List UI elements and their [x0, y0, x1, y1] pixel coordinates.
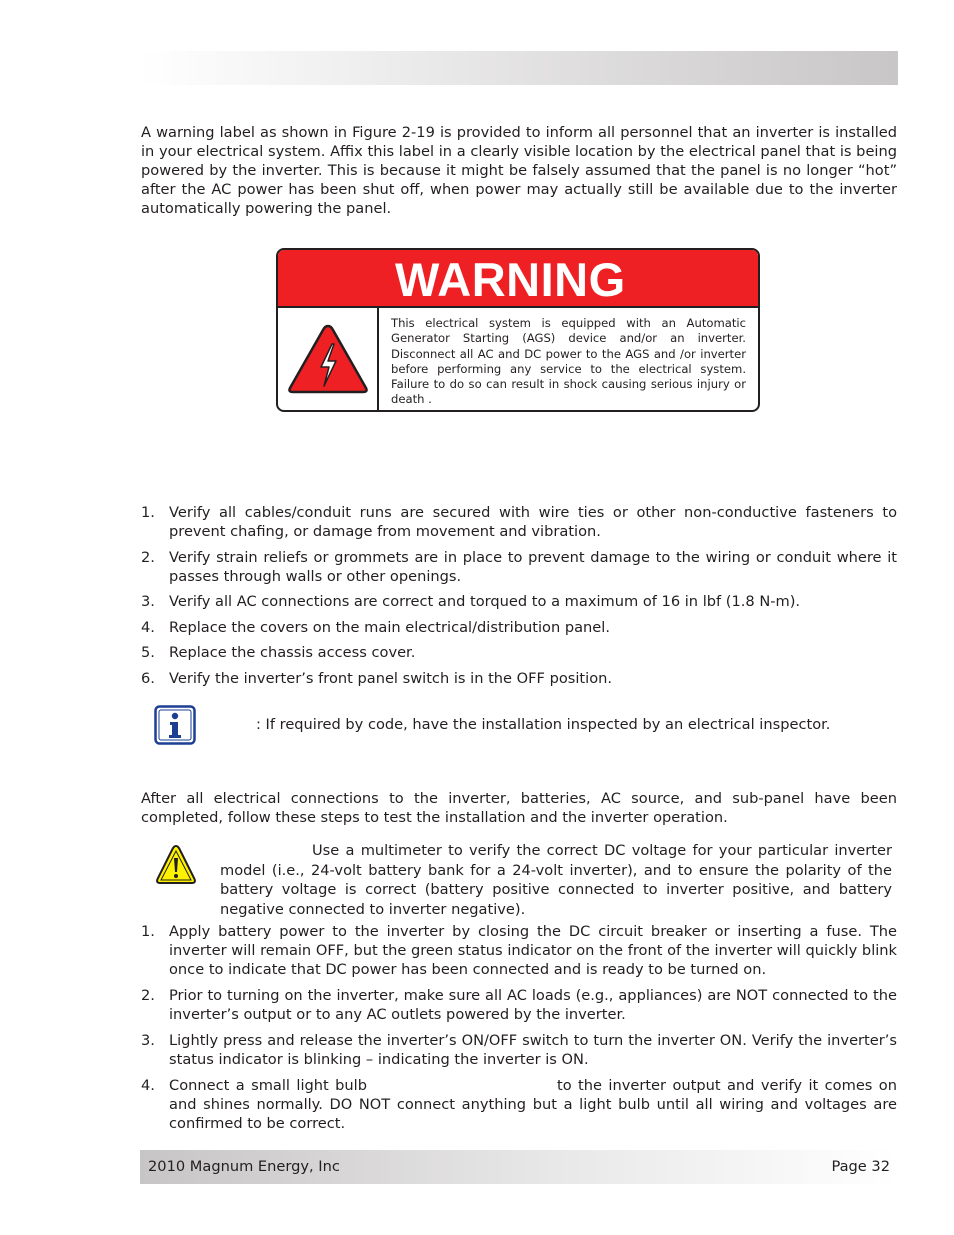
item-number: 6.: [141, 669, 155, 687]
item-number: 4.: [141, 1077, 155, 1094]
list-item: [141, 643, 897, 662]
test-intro-paragraph: After all electrical connections to the inverter, batteries, AC source, and sub-panel have been completed, follow these steps to test the installation and the inverter operation.: [141, 790, 897, 826]
item-text: Verify all cables/conduit runs are secured with wire ties or other non-conductive fasteners to prevent chafing, or damage from movement and vibration.: [169, 504, 897, 540]
list-item: [141, 618, 897, 637]
caution-note-text: Use a multimeter to verify the correct DC voltage for your particular inverter model (i.e., 24-volt battery bank for a 24-volt inverter), and to ensure the polarity of the battery voltage is correct (battery positive connected to inverter positive, and battery negative connected to inverter negative).: [220, 842, 892, 918]
item-text: Replace the covers on the main electrical/distribution panel.: [169, 618, 610, 636]
item-text: Verify all AC connections are correct and torqued to a maximum of 16 in lbf (1.8 N-m).: [169, 593, 801, 610]
list-item: [141, 592, 897, 611]
item-text: Replace the chassis access cover.: [169, 644, 416, 661]
page-header-bar: [140, 51, 898, 85]
warning-label: [276, 248, 760, 412]
warning-text: This electrical system is equipped with an Automatic Generator Starting (AGS) device and/or an inverter. Disconnect all AC and DC power to the AGS and /or inverter before performing any service to the electrical system. Failure to do so can result in shock causing serious injury or death .: [391, 316, 746, 407]
intro-paragraph: A warning label as shown in Figure 2-19 is provided to inform all personnel that an inverter is installed in your electrical system. Affix this label in a clearly visible location by the electrical panel that is being powered by the inverter. This is because it might be falsely assumed that the panel is no longer “hot” after the AC power has been shut off, when power may actually still be available due to the inverter automatically powering the panel.: [141, 124, 897, 217]
item-text-end: to the inverter output and verify it comes on and shines normally. DO NOT connect anything but a light bulb until all wiring and voltages are confirmed to be correct.: [169, 1077, 897, 1132]
item-text: Verify strain reliefs or grommets are in place to prevent damage to the wiring or conduit where it passes through walls or other openings.: [169, 548, 897, 585]
item-number: 4.: [141, 618, 155, 636]
list-item: [141, 986, 897, 1024]
list-item: [141, 922, 897, 979]
list-item: [141, 548, 897, 586]
item-number: 1.: [141, 504, 155, 521]
list-item: [141, 669, 897, 688]
item-text: Verify the inverter’s front panel switch is in the OFF position.: [169, 669, 613, 687]
info-icon: [154, 705, 196, 745]
item-text-start: Connect a small light bulb: [169, 1077, 367, 1094]
item-number: 1.: [141, 923, 155, 940]
footer-copyright: 2010 Magnum Energy, Inc: [148, 1158, 340, 1175]
test-steps-list: [141, 922, 897, 1140]
page-number: Page 32: [831, 1158, 890, 1175]
list-item: [141, 1076, 897, 1133]
list-item: [141, 1031, 897, 1069]
item-text: Apply battery power to the inverter by closing the DC circuit breaker or inserting a fuse. The inverter will remain OFF, but the green status indicator on the front of the inverter will quickly blink once to indicate that DC power has been connected and is ready to be turned on.: [169, 923, 897, 978]
installation-checklist: [141, 503, 897, 694]
info-note-text: : If required by code, have the installation inspected by an electrical inspector.: [256, 716, 831, 733]
warning-title: WARNING: [395, 253, 626, 306]
high-voltage-triangle-icon: [286, 322, 370, 396]
item-number: 2.: [141, 548, 155, 566]
warning-icon-cell: [278, 308, 379, 410]
item-number: 3.: [141, 593, 155, 610]
item-text: Prior to turning on the inverter, make sure all AC loads (e.g., appliances) are NOT connected to the inverter’s output or to any AC outlets powered by the inverter.: [169, 987, 897, 1023]
page-footer: [140, 1150, 898, 1184]
warning-banner: [278, 250, 758, 308]
list-item: [141, 503, 897, 541]
caution-triangle-icon: [155, 843, 197, 887]
item-text: Lightly press and release the inverter’s ON/OFF switch to turn the inverter ON. Verify the inverter’s status indicator is blinking – indicating the inverter is ON.: [169, 1032, 897, 1068]
item-number: 2.: [141, 987, 155, 1004]
item-number: 3.: [141, 1032, 155, 1049]
item-number: 5.: [141, 644, 155, 661]
